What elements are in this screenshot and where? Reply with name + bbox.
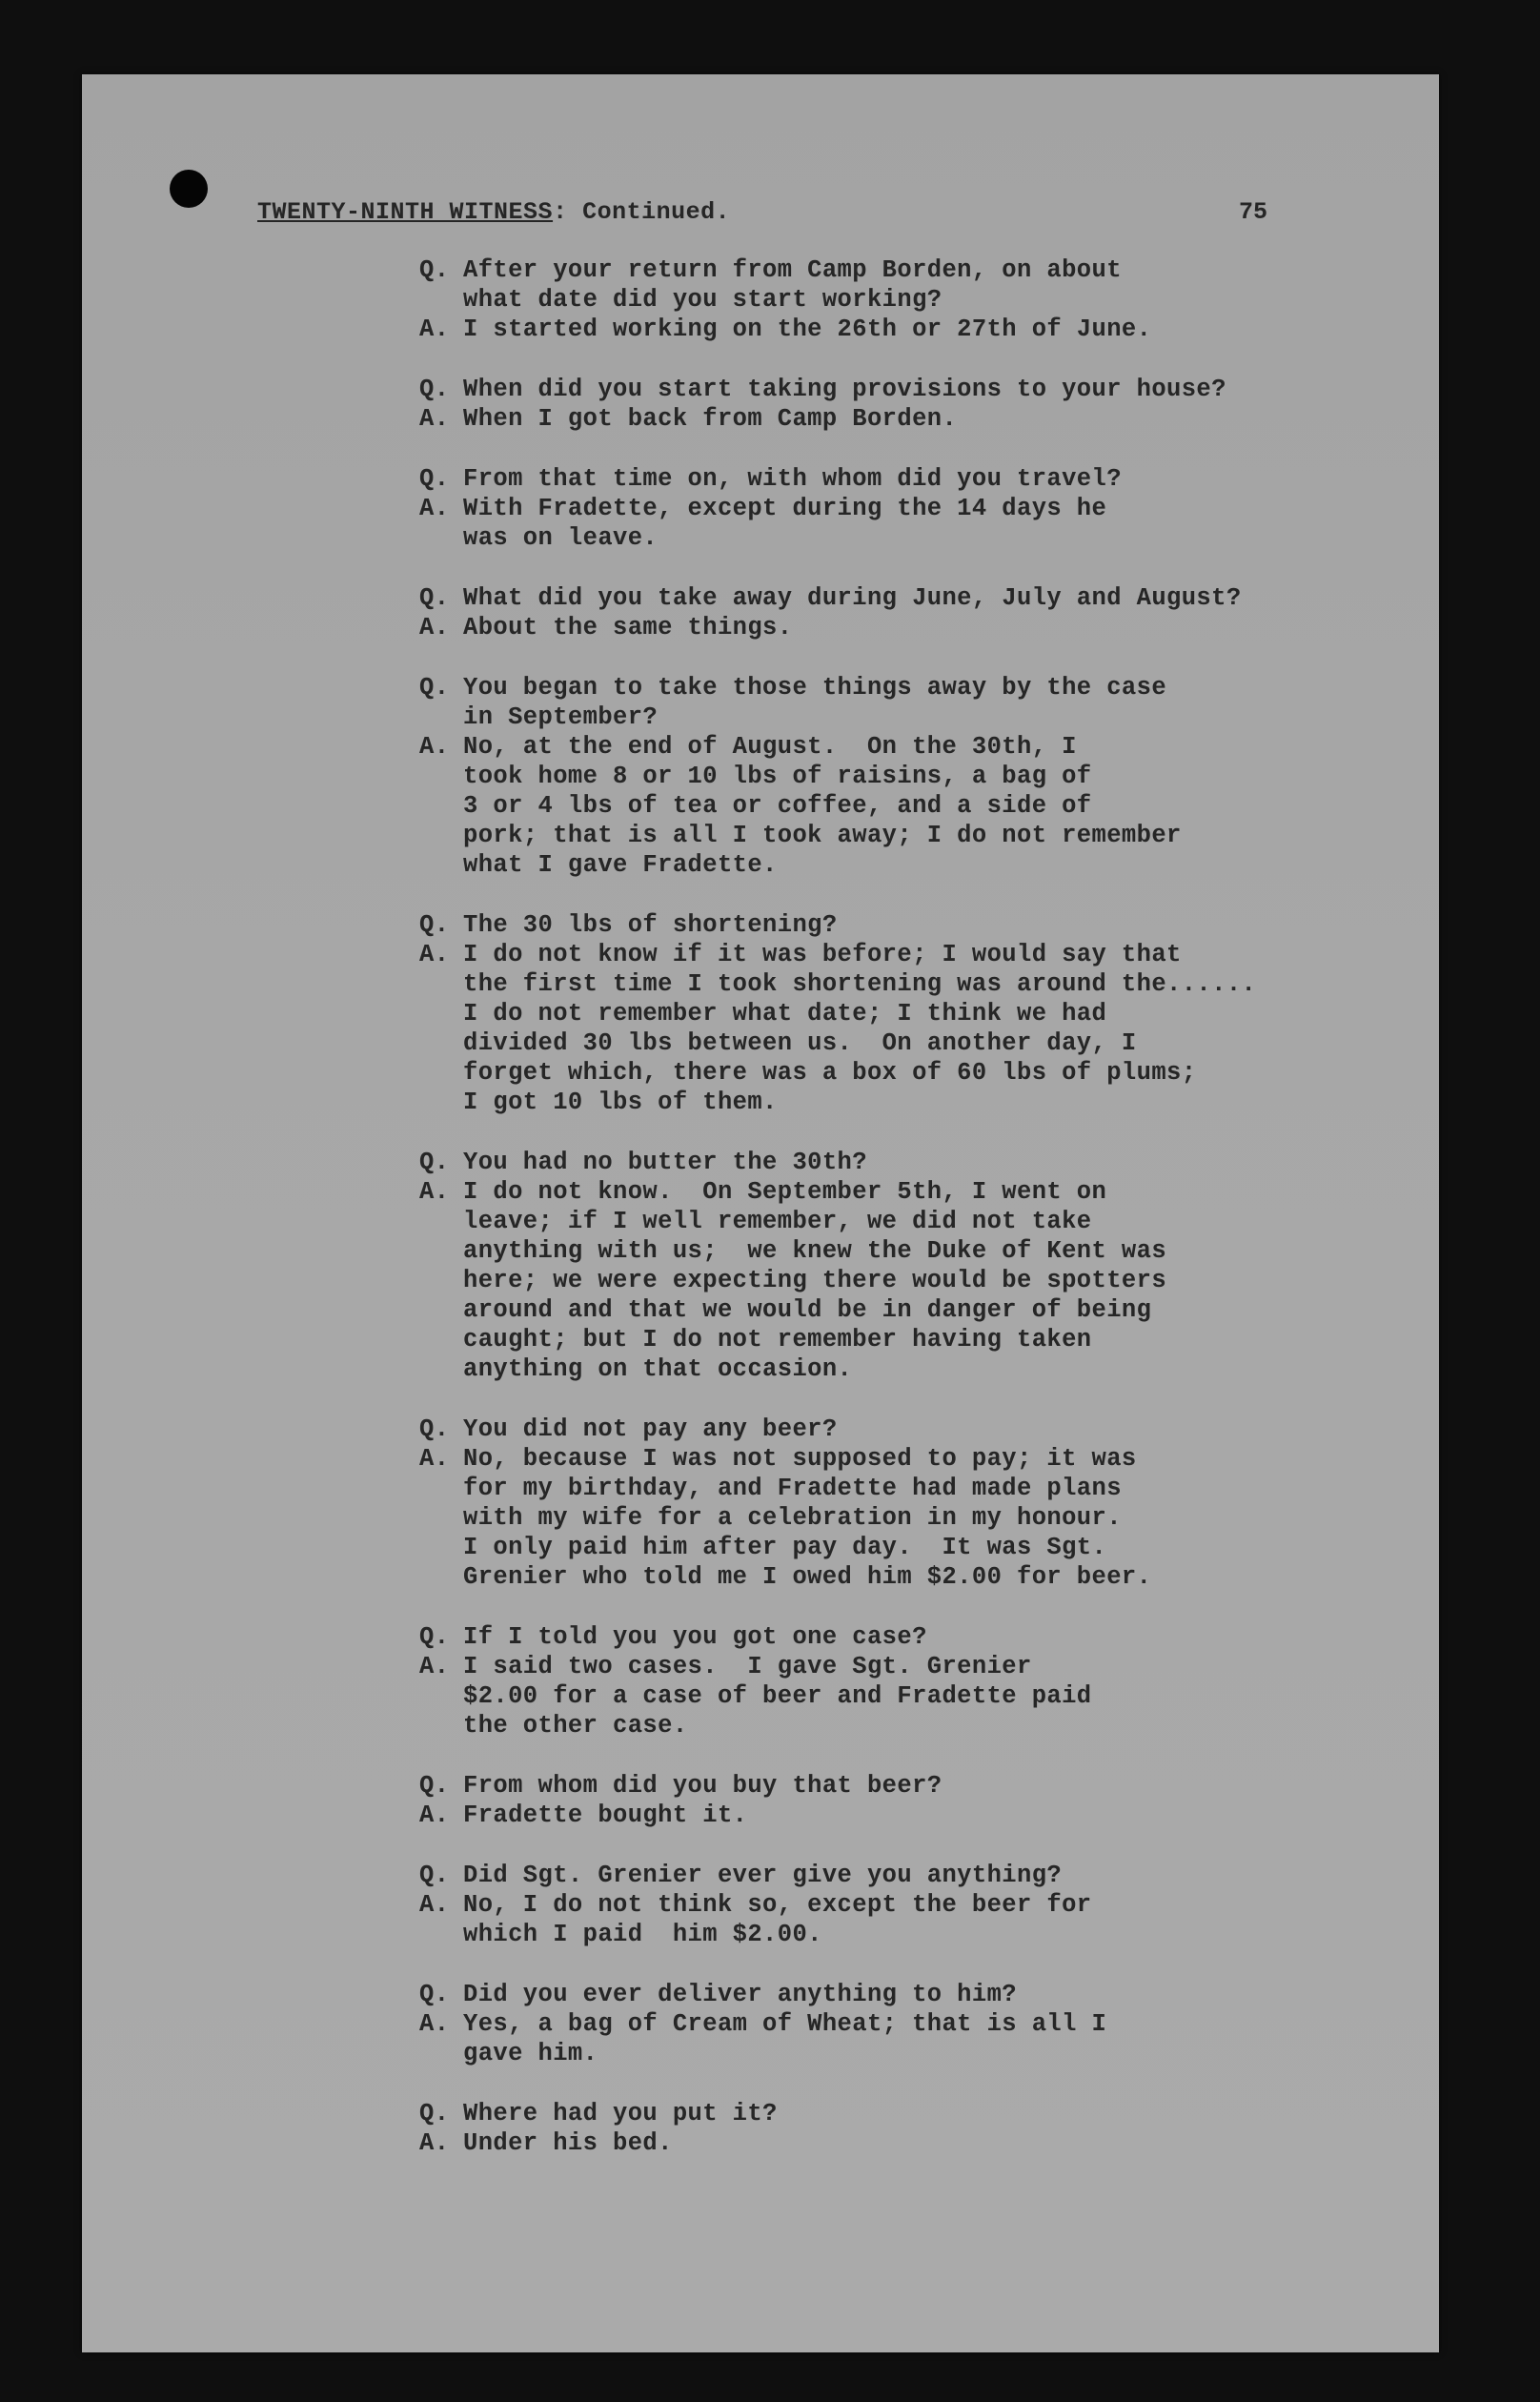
question-text: From that time on, with whom did you travel? xyxy=(463,465,1122,493)
question-text: If I told you you got one case? xyxy=(463,1623,927,1651)
indent-spacer xyxy=(419,1711,463,1740)
indent-spacer xyxy=(419,1325,463,1354)
answer-text: for my birthday, and Fradette had made plans xyxy=(463,1475,1122,1502)
qa-pair xyxy=(419,2099,1449,2158)
indent-spacer xyxy=(419,1207,463,1236)
answer-text: I got 10 lbs of them. xyxy=(463,1089,778,1116)
answer-line xyxy=(419,1801,1449,1830)
answer-marker: A. xyxy=(419,495,450,522)
answer-marker: A. xyxy=(419,1891,450,1919)
question-text: From whom did you buy that beer? xyxy=(463,1772,942,1800)
question-marker: Q. xyxy=(419,674,450,702)
answer-text: No, I do not think so, except the beer for xyxy=(463,1891,1092,1919)
answer-line xyxy=(419,732,1449,762)
answer-line xyxy=(419,494,1449,523)
question-line xyxy=(419,1980,1449,2009)
answer-marker: A. xyxy=(419,1445,450,1473)
question-line xyxy=(419,1771,1449,1801)
indent-spacer xyxy=(419,1562,463,1592)
answer-text: here; we were expecting there would be spotters xyxy=(463,1267,1167,1294)
answer-line xyxy=(419,1652,1449,1681)
answer-line xyxy=(419,762,1449,791)
answer-line xyxy=(419,1266,1449,1295)
question-text: Did you ever deliver anything to him? xyxy=(463,1981,1017,2008)
indent-spacer xyxy=(419,1088,463,1117)
indent-spacer xyxy=(419,999,463,1028)
answer-text: Grenier who told me I owed him $2.00 for beer. xyxy=(463,1563,1152,1591)
answer-line xyxy=(419,1533,1449,1562)
page-number: 75 xyxy=(1239,198,1268,226)
question-line xyxy=(419,673,1449,702)
qa-pair xyxy=(419,1980,1449,2068)
answer-text: which I paid him $2.00. xyxy=(463,1921,822,1948)
answer-line xyxy=(419,1295,1449,1325)
indent-spacer xyxy=(419,762,463,791)
indent-spacer xyxy=(419,1295,463,1325)
answer-text: With Fradette, except during the 14 days he xyxy=(463,495,1107,522)
question-line xyxy=(419,285,1449,315)
answer-line xyxy=(419,404,1449,434)
indent-spacer xyxy=(419,1354,463,1384)
question-line xyxy=(419,1622,1449,1652)
answer-line xyxy=(419,1207,1449,1236)
answer-text: I only paid him after pay day. It was Sgt. xyxy=(463,1534,1107,1561)
answer-text: took home 8 or 10 lbs of raisins, a bag of xyxy=(463,763,1092,790)
qa-pair xyxy=(419,1771,1449,1830)
question-text: Did Sgt. Grenier ever give you anything? xyxy=(463,1862,1063,1889)
answer-text: 3 or 4 lbs of tea or coffee, and a side of xyxy=(463,792,1092,820)
answer-text: anything with us; we knew the Duke of Kent was xyxy=(463,1237,1167,1265)
answer-line xyxy=(419,2009,1449,2039)
indent-spacer xyxy=(419,1920,463,1949)
answer-line xyxy=(419,315,1449,344)
answer-text: No, at the end of August. On the 30th, I xyxy=(463,733,1077,761)
question-line xyxy=(419,1415,1449,1444)
answer-marker: A. xyxy=(419,2010,450,2038)
answer-line xyxy=(419,999,1449,1028)
answer-text: Fradette bought it. xyxy=(463,1802,748,1829)
answer-text: About the same things. xyxy=(463,614,793,641)
qa-pair xyxy=(419,1148,1449,1384)
question-text: The 30 lbs of shortening? xyxy=(463,911,838,939)
answer-line xyxy=(419,1058,1449,1088)
answer-line xyxy=(419,1236,1449,1266)
answer-line xyxy=(419,1890,1449,1920)
question-marker: Q. xyxy=(419,1981,450,2008)
qa-pair xyxy=(419,1622,1449,1740)
answer-marker: A. xyxy=(419,733,450,761)
answer-text: Under his bed. xyxy=(463,2129,673,2157)
question-text: what date did you start working? xyxy=(463,286,942,314)
qa-pair xyxy=(419,375,1449,434)
indent-spacer xyxy=(419,1474,463,1503)
answer-text: divided 30 lbs between us. On another day, I xyxy=(463,1029,1137,1057)
answer-line xyxy=(419,523,1449,553)
heading-suffix: : Continued. xyxy=(553,198,731,226)
question-marker: Q. xyxy=(419,376,450,403)
indent-spacer xyxy=(419,1236,463,1266)
punch-hole xyxy=(170,170,208,208)
question-line xyxy=(419,702,1449,732)
answer-marker: A. xyxy=(419,614,450,641)
question-marker: Q. xyxy=(419,465,450,493)
answer-marker: A. xyxy=(419,405,450,433)
page-header xyxy=(257,198,1277,226)
answer-text: I said two cases. I gave Sgt. Grenier xyxy=(463,1653,1032,1680)
answer-line xyxy=(419,1028,1449,1058)
answer-text: around and that we would be in danger of being xyxy=(463,1296,1152,1324)
answer-line xyxy=(419,1474,1449,1503)
indent-spacer xyxy=(419,285,463,315)
indent-spacer xyxy=(419,702,463,732)
qa-pair xyxy=(419,1415,1449,1592)
answer-line xyxy=(419,1444,1449,1474)
question-text: After your return from Camp Borden, on about xyxy=(463,256,1122,284)
answer-marker: A. xyxy=(419,941,450,968)
answer-line xyxy=(419,1562,1449,1592)
answer-text: leave; if I well remember, we did not take xyxy=(463,1208,1092,1235)
qa-pair xyxy=(419,583,1449,642)
answer-line xyxy=(419,1711,1449,1740)
answer-line xyxy=(419,2128,1449,2158)
answer-line xyxy=(419,940,1449,969)
question-marker: Q. xyxy=(419,1415,450,1443)
qa-pair xyxy=(419,464,1449,553)
answer-text: gave him. xyxy=(463,2040,598,2067)
answer-text: anything on that occasion. xyxy=(463,1355,853,1383)
qa-pair xyxy=(419,673,1449,880)
question-line xyxy=(419,2099,1449,2128)
answer-text: was on leave. xyxy=(463,524,659,552)
answer-line xyxy=(419,1503,1449,1533)
question-line xyxy=(419,1148,1449,1177)
answer-text: No, because I was not supposed to pay; it was xyxy=(463,1445,1137,1473)
answer-text: with my wife for a celebration in my honour. xyxy=(463,1504,1122,1532)
answer-marker: A. xyxy=(419,316,450,343)
answer-text: pork; that is all I took away; I do not remember xyxy=(463,822,1182,849)
question-text: in September? xyxy=(463,703,659,731)
answer-text: caught; but I do not remember having taken xyxy=(463,1326,1092,1354)
indent-spacer xyxy=(419,523,463,553)
answer-marker: A. xyxy=(419,1802,450,1829)
question-line xyxy=(419,255,1449,285)
question-marker: Q. xyxy=(419,1149,450,1176)
indent-spacer xyxy=(419,969,463,999)
answer-line xyxy=(419,1354,1449,1384)
question-line xyxy=(419,1861,1449,1890)
answer-line xyxy=(419,1920,1449,1949)
question-marker: Q. xyxy=(419,1862,450,1889)
question-line xyxy=(419,375,1449,404)
answer-line xyxy=(419,613,1449,642)
witness-heading: TWENTY-NINTH WITNESS xyxy=(257,198,554,226)
answer-text: I started working on the 26th or 27th of June. xyxy=(463,316,1152,343)
qa-pair xyxy=(419,255,1449,344)
question-line xyxy=(419,464,1449,494)
question-marker: Q. xyxy=(419,1772,450,1800)
answer-marker: A. xyxy=(419,1178,450,1206)
indent-spacer xyxy=(419,2039,463,2068)
indent-spacer xyxy=(419,1266,463,1295)
answer-line xyxy=(419,791,1449,821)
indent-spacer xyxy=(419,1533,463,1562)
question-text: You began to take those things away by the case xyxy=(463,674,1167,702)
answer-text: the first time I took shortening was around the...... xyxy=(463,970,1257,998)
answer-line xyxy=(419,1325,1449,1354)
question-text: When did you start taking provisions to your house? xyxy=(463,376,1226,403)
question-text: You did not pay any beer? xyxy=(463,1415,838,1443)
question-text: Where had you put it? xyxy=(463,2100,778,2127)
answer-line xyxy=(419,1088,1449,1117)
question-marker: Q. xyxy=(419,911,450,939)
indent-spacer xyxy=(419,1681,463,1711)
answer-text: $2.00 for a case of beer and Fradette paid xyxy=(463,1682,1092,1710)
answer-text: I do not know if it was before; I would say that xyxy=(463,941,1182,968)
answer-text: forget which, there was a box of 60 lbs of plums; xyxy=(463,1059,1197,1087)
qa-pair xyxy=(419,1861,1449,1949)
answer-line xyxy=(419,821,1449,850)
question-marker: Q. xyxy=(419,2100,450,2127)
question-text: What did you take away during June, July and August? xyxy=(463,584,1242,612)
question-text: You had no butter the 30th? xyxy=(463,1149,867,1176)
question-marker: Q. xyxy=(419,584,450,612)
answer-line xyxy=(419,969,1449,999)
answer-line xyxy=(419,850,1449,880)
question-marker: Q. xyxy=(419,1623,450,1651)
answer-marker: A. xyxy=(419,2129,450,2157)
answer-text: When I got back from Camp Borden. xyxy=(463,405,958,433)
answer-text: I do not know. On September 5th, I went on xyxy=(463,1178,1107,1206)
transcript-body xyxy=(419,255,1449,2188)
answer-line xyxy=(419,2039,1449,2068)
indent-spacer xyxy=(419,791,463,821)
indent-spacer xyxy=(419,1028,463,1058)
answer-text: I do not remember what date; I think we had xyxy=(463,1000,1107,1028)
answer-line xyxy=(419,1177,1449,1207)
answer-text: what I gave Fradette. xyxy=(463,851,778,879)
question-marker: Q. xyxy=(419,256,450,284)
question-line xyxy=(419,910,1449,940)
answer-text: the other case. xyxy=(463,1712,688,1740)
indent-spacer xyxy=(419,821,463,850)
indent-spacer xyxy=(419,1058,463,1088)
qa-pair xyxy=(419,910,1449,1117)
question-line xyxy=(419,583,1449,613)
indent-spacer xyxy=(419,1503,463,1533)
indent-spacer xyxy=(419,850,463,880)
answer-line xyxy=(419,1681,1449,1711)
answer-marker: A. xyxy=(419,1653,450,1680)
answer-text: Yes, a bag of Cream of Wheat; that is all I xyxy=(463,2010,1107,2038)
